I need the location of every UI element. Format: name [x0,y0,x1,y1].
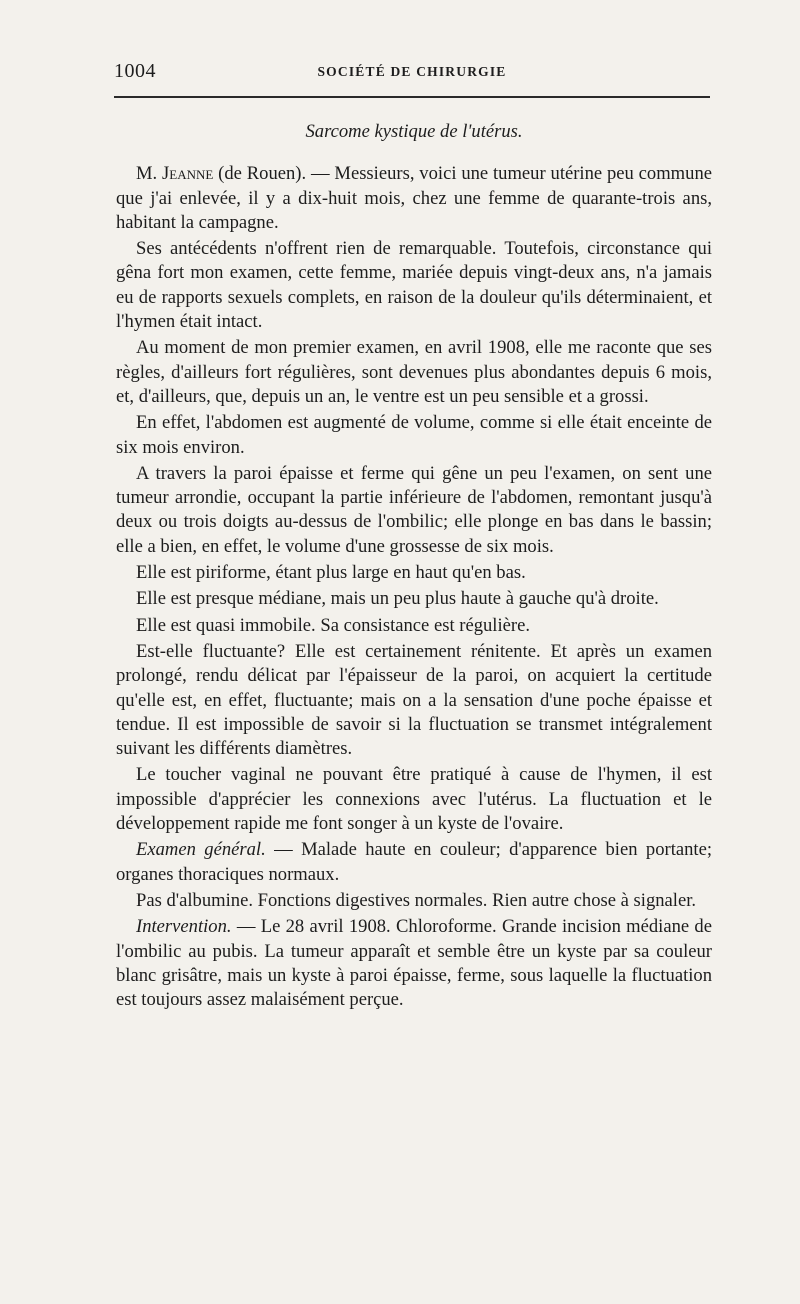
header-rule [114,96,710,98]
paragraph: Ses antécédents n'offrent rien de remarquable. Toutefois, circonstance qui gêna fort mon examen, cette femme, mariée depuis vingt-deux ans, n'a jamais eu de rapports sexuels complets, en raison de la douleur qu'ils déterminaient, et l'hymen était intact. [116,238,712,333]
exam-text: — Malade haute en couleur; d'apparence bien portante; organes thoraciques normaux. [116,839,712,885]
paragraph: Au moment de mon premier examen, en avril 1908, elle me raconte que ses règles, d'ailleurs fort régulières, sont devenues plus abondantes depuis 6 mois, et, d'ailleurs, que, depuis un an, le ventre est un peu sensible et a grossi. [116,337,712,407]
paragraph: Elle est quasi immobile. Sa consistance est régulière. [136,614,530,636]
running-title: SOCIÉTÉ DE CHIRURGIE [317,64,507,79]
paragraph-intervention [116,915,712,1012]
article-body [116,120,712,1014]
paragraph-intro [116,162,712,235]
paragraph: Elle est presque médiane, mais un peu plus haute à gauche qu'à droite. [136,588,659,610]
intervention-text: — Le 28 avril 1908. Chloroforme. Grande incision médiane de l'ombilic au pubis. La tumeur apparaît et semble être un kyste par sa couleur blanc grisâtre, mais un kyste à paroi épaisse, ferme, sous laquelle la fluctuation est toujours assez malaisément perçue. [116,916,712,1011]
intervention-label: Intervention. [136,916,232,938]
paragraph: En effet, l'abdomen est augmenté de volume, comme si elle était enceinte de six mois environ. [116,412,712,458]
paragraph-albumin: Pas d'albumine. Fonctions digestives normales. Rien autre chose à signaler. [136,889,697,911]
paragraph: Elle est piriforme, étant plus large en haut qu'en bas. [136,562,526,584]
author-suffix: (de Rouen). — Messieurs, voici une tumeur utérine peu commune que j'ai enlevée, il y a dix-huit mois, chez une femme de quarante-trois ans, habitant la campagne. [116,163,712,233]
section-title: Sarcome kystique de l'utérus. [305,121,523,142]
page-number: 1004 [114,60,156,82]
paragraph: Le toucher vaginal ne pouvant être pratiqué à cause de l'hymen, il est impossible d'apprécier les connexions avec l'utérus. La fluctuation et le développement rapide me font songer à un kyste de l'ovaire. [116,764,712,835]
exam-label: Examen général. [136,839,266,861]
paragraph-exam [116,838,712,887]
paragraph: A travers la paroi épaisse et ferme qui gêne un peu l'examen, on sent une tumeur arrondie, occupant la partie inférieure de l'abdomen, remontant jusqu'à deux ou trois doigts au-dessus de l'ombilic; elle plonge en bas dans le bassin; elle a bien, en effet, le volume d'une grossesse de six mois. [116,462,712,557]
author-prefix: M. [136,163,158,185]
page-header [114,58,710,92]
paragraph: Est-elle fluctuante? Elle est certainement rénitente. Et après un examen prolongé, rendu délicat par l'épaisseur de la paroi, on acquiert la certitude qu'elle est, en effet, fluctuante; mais on a la sensation d'une poche épaisse et tendue. Il est impossible de savoir si la fluctuation se transmet intégralement suivant les différents diamètres. [116,640,712,760]
author-name: Jeanne [162,163,214,185]
